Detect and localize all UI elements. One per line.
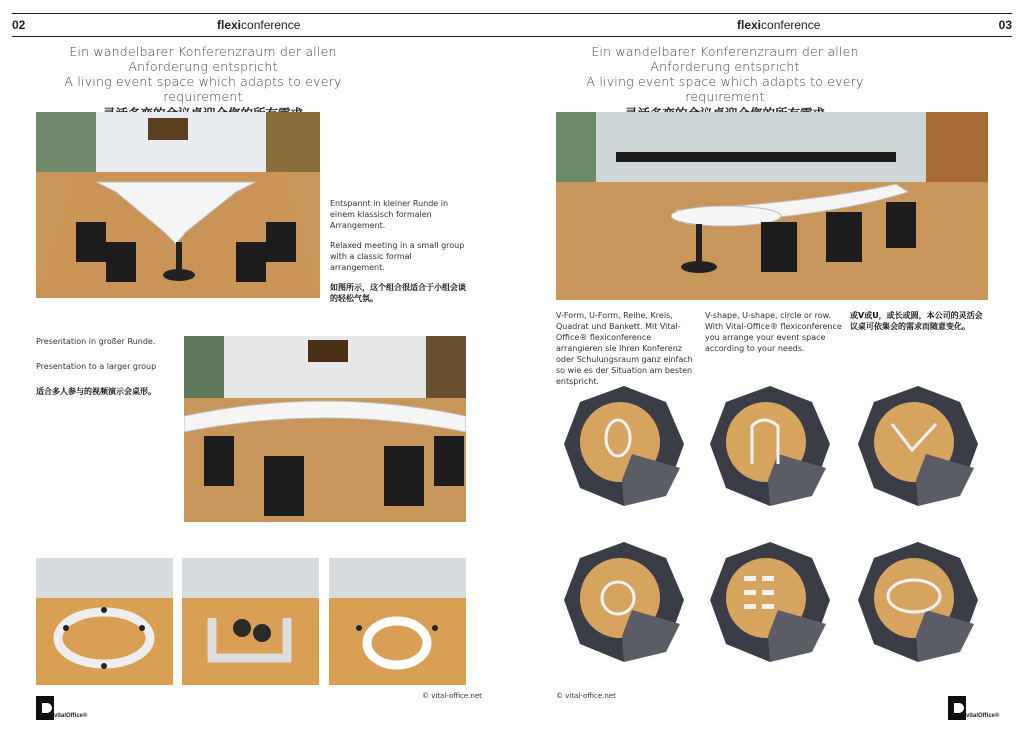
left-page-number: 02: [12, 18, 26, 32]
body-text-chinese: 或V或U，或长或圆，本公司的灵活会议桌可依集会的需求而随意变化。: [850, 311, 983, 331]
header-bottom-rule: [12, 36, 1012, 37]
floor-plan-u-shape: [708, 384, 832, 508]
large-oval-room-photo: [556, 112, 988, 300]
body-text-german: V-Form, U-Form, Reihe, Kreis, Quadrat und Bankett. Mit Vital-Office® flexiconference arrangieren sie Ihren Konferenz oder Schulungsraum ganz einfach so wie es der Situation am besten entspricht.: [556, 311, 693, 386]
body-text-english: V-shape, U-shape, circle or row. With Vital-Office® flexiconference you arrange your event space according to your needs.: [705, 311, 842, 353]
floor-plan-banquet: [856, 540, 980, 664]
right-copyright: © vital-office.net: [556, 692, 616, 700]
presentation-room-photo: [184, 336, 466, 522]
floor-plan-rows: [708, 540, 832, 664]
right-brand: flexiconference: [737, 18, 821, 32]
left-copyright: © vital-office.net: [422, 692, 482, 700]
right-logo: vitalOffice®: [948, 696, 982, 720]
floor-plan-circle: [562, 540, 686, 664]
header-top-rule: [12, 13, 1012, 14]
floor-plan-oval: [562, 384, 686, 508]
left-headline: Ein wandelbarer Konferenzraum der allen Anforderung entspricht A living event space which adapts to every requirement: [64, 44, 342, 104]
page-header: [12, 8, 1012, 38]
left-logo: vitalOffice®: [36, 696, 70, 720]
floor-plan-v-shape: [856, 384, 980, 508]
small-group-caption: Entspannt in kleiner Runde in einem klassisch formalen Arrangement. Relaxed meeting in a small group with a classic formal arrangement. 如图所示，这个组合很适合于小组会谈的轻松气氛。: [330, 199, 466, 303]
right-page-number: 03: [998, 18, 1012, 32]
u-layout-render: [182, 558, 319, 685]
oval-layout-render: [329, 558, 466, 685]
right-headline: Ein wandelbarer Konferenzraum der allen Anforderung entspricht A living event space which adapts to every requirement: [586, 44, 864, 104]
large-group-caption: Presentation in großer Runde. Presentation to a larger group 适合多人参与的视频演示会桌形。: [36, 337, 157, 396]
v-shape-room-photo: [36, 112, 320, 298]
circle-layout-render: [36, 558, 173, 685]
left-brand: flexiconference: [217, 18, 301, 32]
